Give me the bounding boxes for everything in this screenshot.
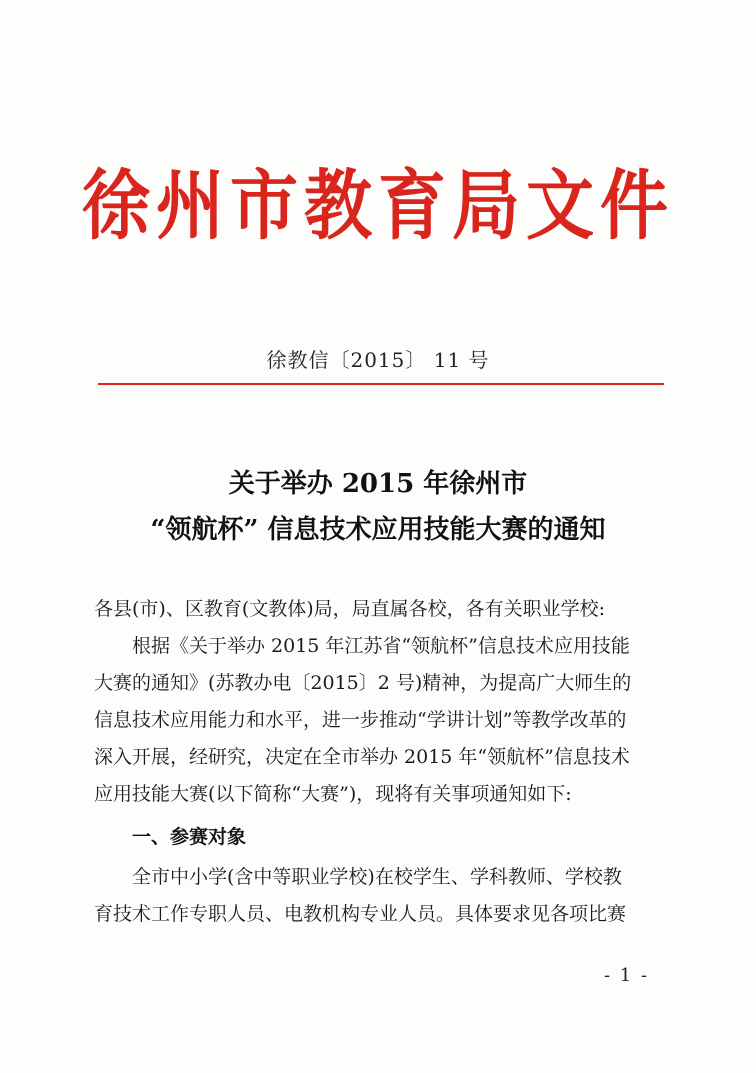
red-divider-line bbox=[98, 383, 664, 385]
paragraph-line: 育技术工作专职人员、电教机构专业人员。具体要求见各项比赛 bbox=[94, 903, 627, 925]
document-number: 徐教信〔2015〕 11 号 bbox=[266, 348, 490, 372]
paragraph-line: 信息技术应用能力和水平，进一步推动“学讲计划”等教学改革的 bbox=[94, 709, 627, 731]
paragraph-line: 深入开展，经研究，决定在全市举办 2015 年“领航杯”信息技术 bbox=[94, 746, 630, 768]
page-number: - 1 - bbox=[604, 965, 650, 986]
paragraph-line: 根据《关于举办 2015 年江苏省“领航杯”信息技术应用技能 bbox=[132, 635, 630, 657]
salutation: 各县(市)、区教育(文教体)局，局直属各校，各有关职业学校: bbox=[94, 598, 606, 620]
paragraph-basis bbox=[94, 628, 674, 813]
section-heading-participants: 一、参赛对象 bbox=[132, 826, 247, 848]
paragraph-line: 应用技能大赛(以下简称“大赛”)，现将有关事项通知如下: bbox=[94, 783, 572, 805]
notice-title-line-1: 关于举办 2015 年徐州市 bbox=[228, 469, 528, 499]
notice-title-line-2: “领航杯” 信息技术应用技能大赛的通知 bbox=[150, 515, 606, 545]
paragraph-line: 大赛的通知》(苏教办电〔2015〕2 号)精神，为提高广大师生的 bbox=[94, 672, 632, 694]
document-masthead: 徐州市教育局文件 bbox=[81, 161, 674, 251]
paragraph-participants bbox=[94, 859, 674, 933]
paragraph-line: 全市中小学(含中等职业学校)在校学生、学科教师、学校教 bbox=[132, 866, 622, 888]
